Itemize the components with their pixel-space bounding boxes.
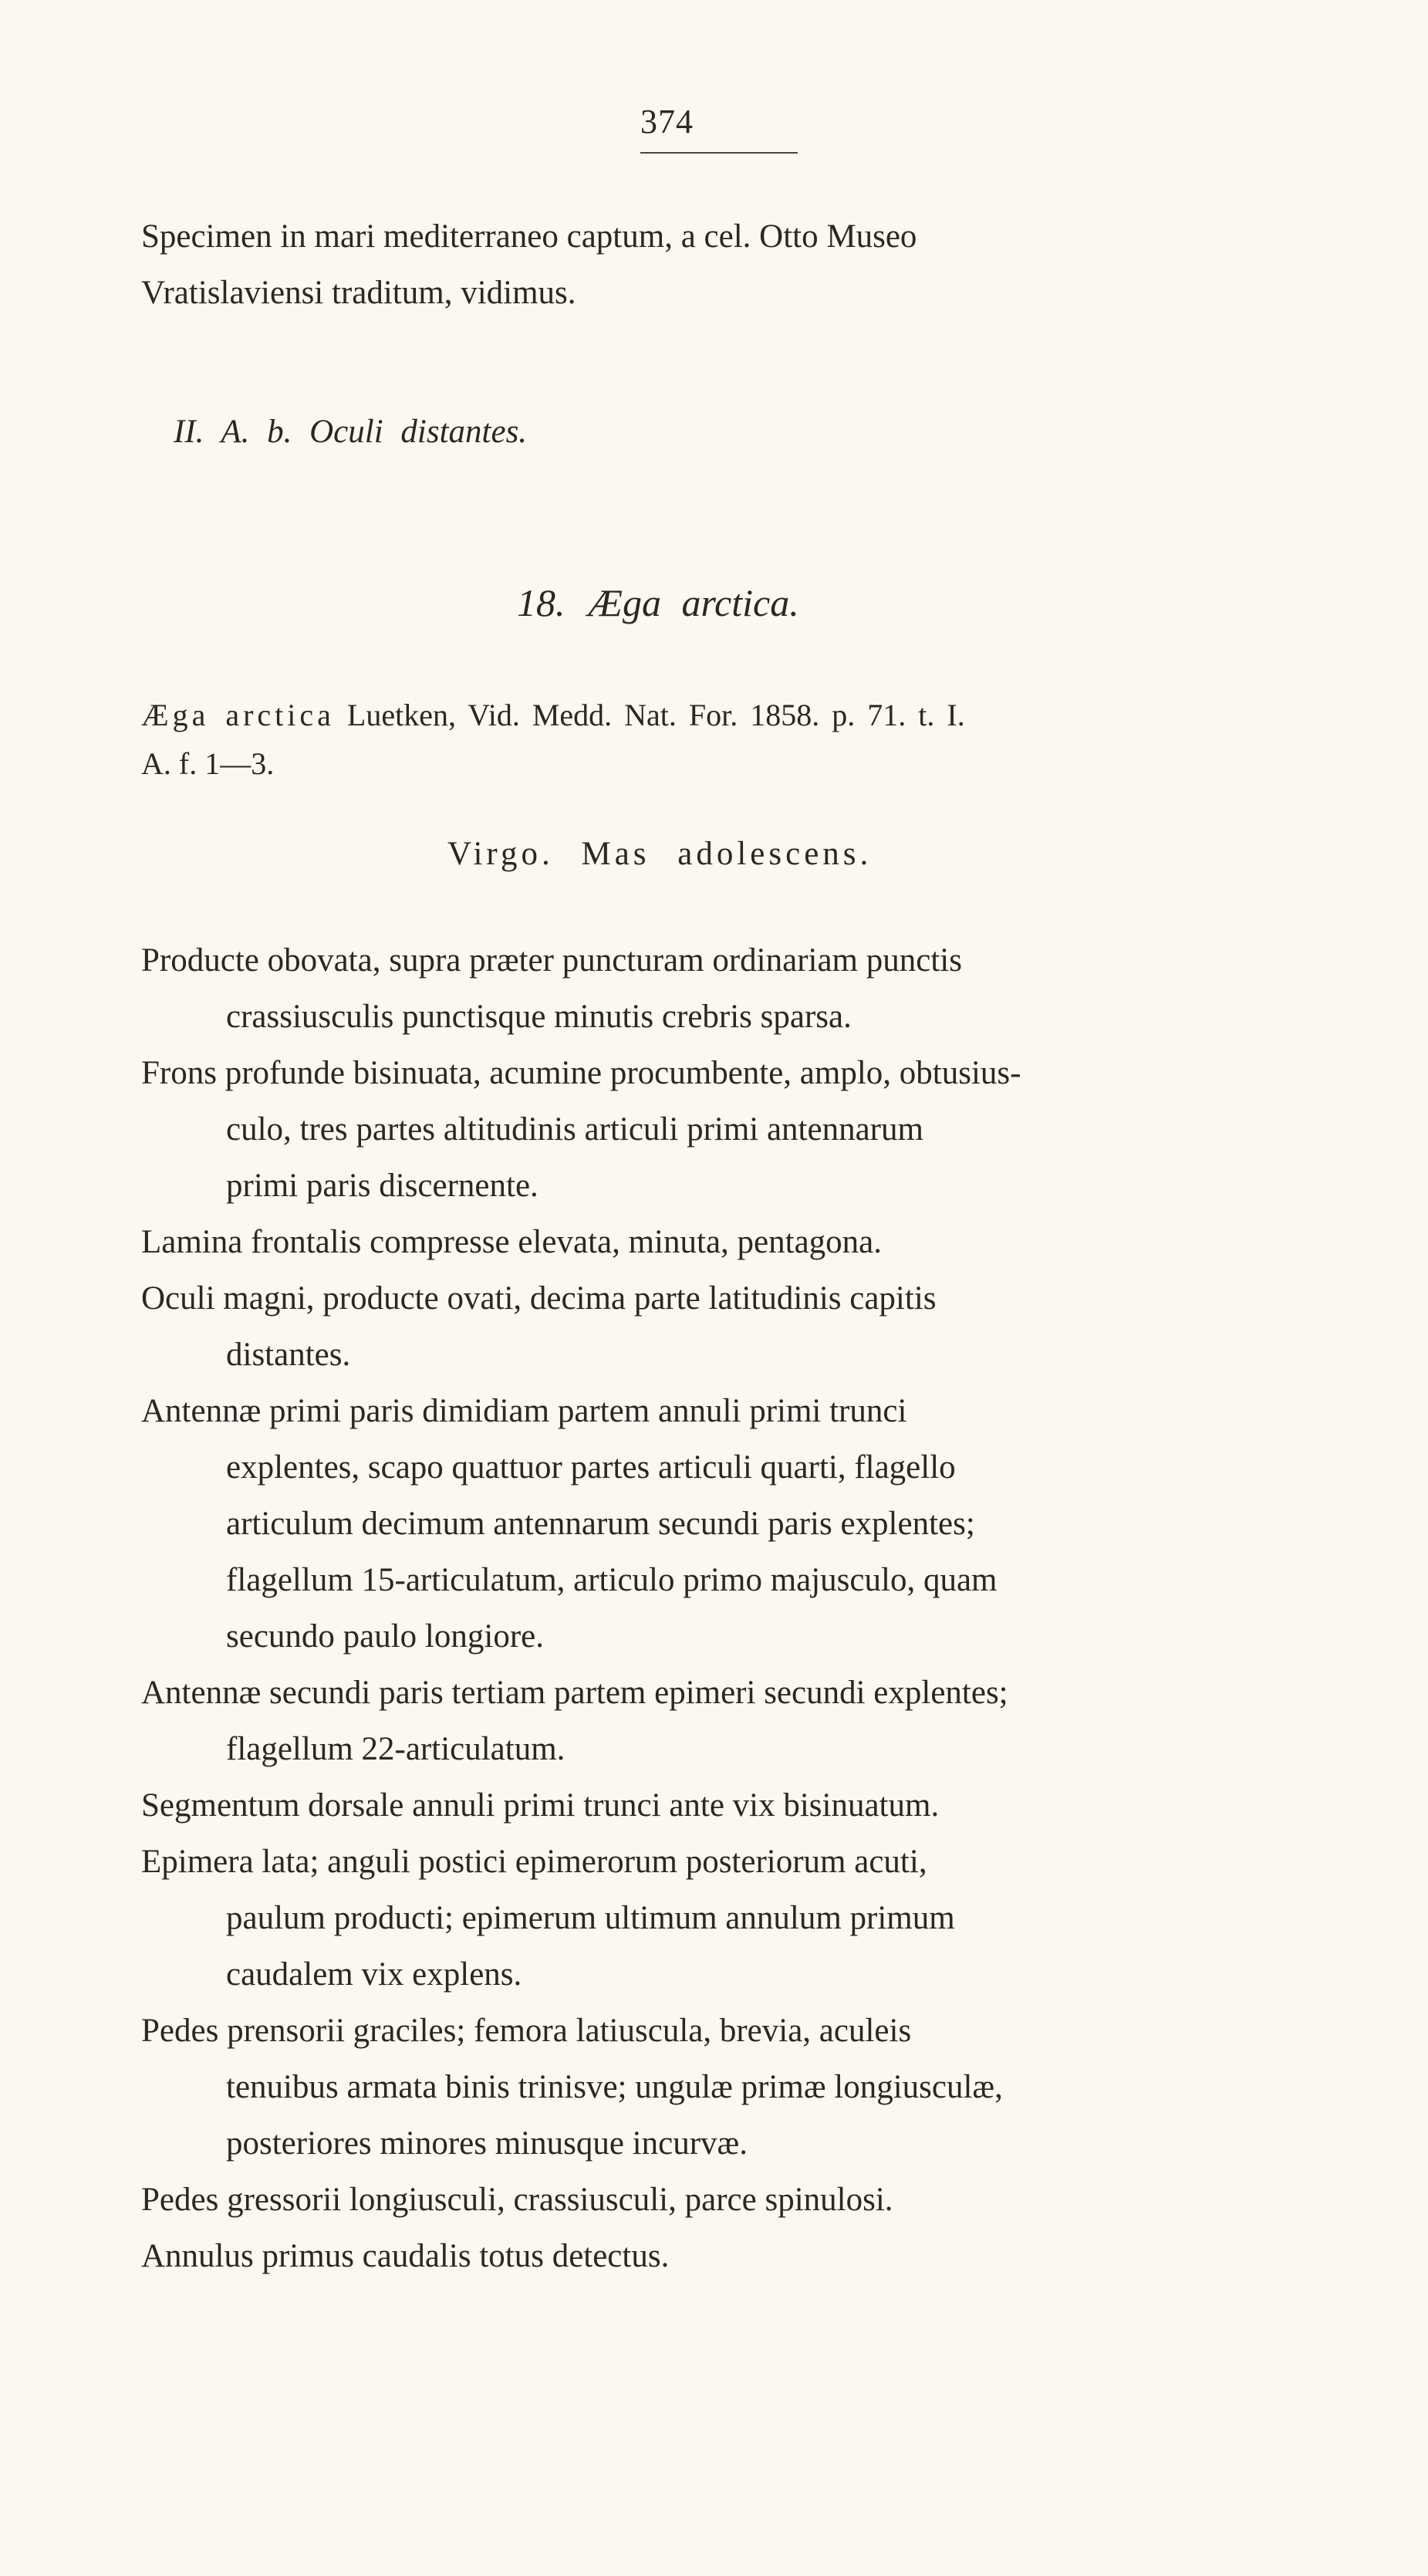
description-entry: [141, 1270, 1314, 1383]
description-line: Epimera lata; anguli postici epimerorum posteriorum acuti,: [141, 1844, 927, 1880]
intro-line: Vratislaviensi traditum, vidimus.: [141, 275, 576, 311]
synonym-line: [141, 691, 1314, 739]
description-entry: [141, 2172, 1314, 2228]
description-line: Producte obovata, supra præter puncturam ordinariam punctis: [141, 942, 962, 979]
description-line: posteriores minores minusque incurvæ.: [226, 2125, 748, 2162]
species-number: 18.: [517, 581, 565, 624]
description-line: Antennæ secundi paris tertiam partem epimeri secundi explentes;: [141, 1675, 1008, 1711]
intro-line: Specimen in mari mediterraneo captum, a cel. Otto Museo: [141, 218, 917, 255]
description-line: crassiusculis punctisque minutis crebris sparsa.: [226, 999, 852, 1035]
synonym-genus: Æga arctica: [141, 698, 335, 732]
description-line: tenuibus armata binis trinisve; ungulæ primæ longiusculæ,: [226, 2069, 1003, 2105]
description-line: Oculi magni, producte ovati, decima parte latitudinis capitis: [141, 1280, 937, 1317]
description-line: Lamina frontalis compresse elevata, minuta, pentagona.: [141, 1224, 882, 1260]
description-line: Antennæ primi paris dimidiam partem annuli primi trunci: [141, 1393, 907, 1429]
description-entry: [141, 1383, 1314, 1665]
description-line: articulum decimum antennarum secundi paris explentes;: [226, 1506, 975, 1542]
description-list: [141, 932, 1314, 2284]
description-line: primi paris discernente.: [226, 1168, 538, 1204]
description-entry: [141, 1777, 1314, 1834]
description-entry: [141, 1214, 1314, 1270]
sex-line: Virgo. Mas adolescens.: [447, 836, 873, 872]
species-name: Æga arctica.: [588, 581, 799, 624]
description-entry: [141, 1665, 1314, 1777]
description-line: Segmentum dorsale annuli primi trunci ante vix bisinuatum.: [141, 1787, 940, 1824]
description-line: secundo paulo longiore.: [226, 1618, 544, 1655]
description-line: culo, tres partes altitudinis articuli primi antennarum: [226, 1111, 923, 1148]
description-line: distantes.: [226, 1337, 351, 1373]
section-heading: II. A. b. Oculi distantes.: [174, 414, 528, 450]
page-number-rule: [640, 152, 798, 154]
description-line: Pedes gressorii longiusculi, crassiusculi, parce spinulosi.: [141, 2182, 893, 2218]
description-line: paulum producti; epimerum ultimum annulum primum: [226, 1900, 955, 1936]
description-entry: [141, 2003, 1314, 2172]
synonym-citation: [141, 691, 1314, 788]
synonym-line: A. f. 1—3.: [141, 746, 275, 781]
intro-paragraph: [141, 208, 1314, 321]
description-entry: [141, 2228, 1314, 2284]
description-entry: [141, 1045, 1314, 1214]
description-line: Pedes prensorii graciles; femora latiuscula, brevia, aculeis: [141, 2013, 912, 2049]
description-entry: [141, 932, 1314, 1045]
description-entry: [141, 1834, 1314, 2003]
description-line: flagellum 15-articulatum, articulo primo majusculo, quam: [226, 1562, 998, 1598]
description-line: caudalem vix explens.: [226, 1956, 522, 1993]
synonym-reference: Luetken, Vid. Medd. Nat. For. 1858. p. 71. t. I.: [346, 698, 965, 732]
species-title: [517, 580, 799, 625]
page-number: 374: [640, 103, 694, 140]
description-line: flagellum 22-articulatum.: [226, 1731, 565, 1767]
description-line: explentes, scapo quattuor partes articuli quarti, flagello: [226, 1449, 956, 1486]
description-line: Annulus primus caudalis totus detectus.: [141, 2238, 670, 2274]
description-line: Frons profunde bisinuata, acumine procumbente, amplo, obtusius-: [141, 1055, 1021, 1091]
